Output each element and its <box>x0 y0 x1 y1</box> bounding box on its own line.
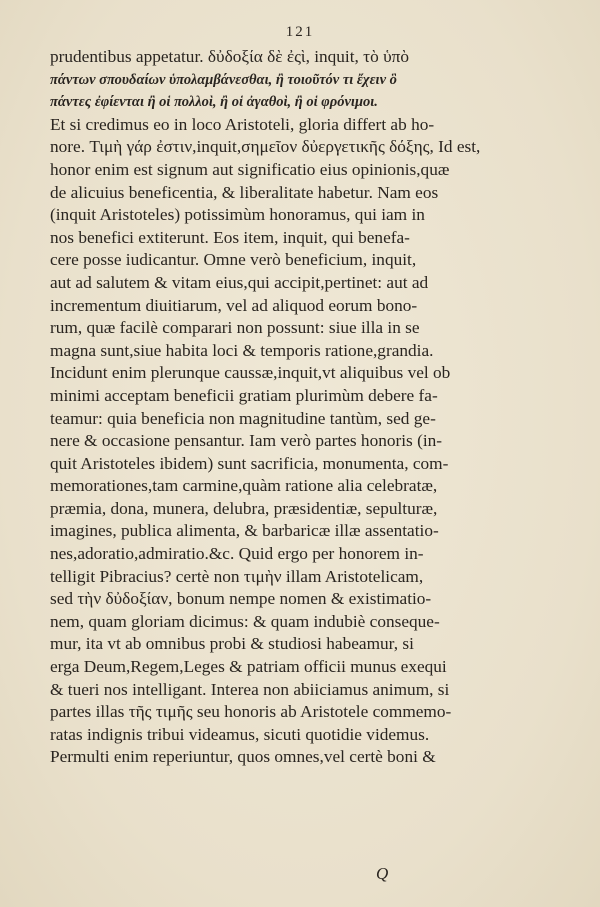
catchword: Q <box>376 864 389 883</box>
text-line: prudentibus appetatur. δὐδοξία δὲ ἐςὶ, inquit, τὸ ὑπὸ <box>50 47 410 66</box>
text-line: Permulti enim reperiuntur, quos omnes,vel certè boni & <box>50 747 436 767</box>
text-line: incrementum diuitiarum, vel ad aliquod eorum bono- <box>50 295 418 315</box>
text-line: Et si credimus eo in loco Aristoteli, gloria differt ab ho- <box>50 114 435 134</box>
text-line: nore. Τιμὴ γάρ ἐστιν,inquit,σημεῖον δὐεργετικῆς δόξης, Id est, <box>50 137 481 157</box>
text-line: nos benefici extiterunt. Eos item, inquit, qui benefa- <box>50 227 410 247</box>
text-line: rum, quæ facilè comparari non possunt: siue illa in se <box>50 318 420 338</box>
text-line: minimi acceptam beneficii gratiam plurimùm debere fa- <box>50 385 438 405</box>
text-line: telligit Pibracius? certè non τιμὴν illam Aristotelicam, <box>50 566 424 586</box>
text-line: (inquit Aristoteles) potissimùm honoramus, qui iam in <box>50 205 425 225</box>
text-line: partes illas τῆς τιμῆς seu honoris ab Aristotele commemo- <box>50 702 452 722</box>
text-line: de alicuius beneficentia, & liberalitate habetur. Nam eos <box>50 182 439 202</box>
text-line: præmia, dona, munera, delubra, præsidentiæ, sepulturæ, <box>50 498 438 518</box>
text-line: cere posse iudicantur. Omne verò beneficium, inquit, <box>50 250 417 270</box>
body-text <box>50 46 518 769</box>
text-line: erga Deum,Regem,Leges & patriam officii munus exequi <box>50 657 447 677</box>
text-line: magna sunt,siue habita loci & temporis ratione,grandia. <box>50 340 434 360</box>
text-line: teamur: quia beneficia non magnitudine tantùm, sed ge- <box>50 408 436 428</box>
text-line: aut ad salutem & vitam eius,qui accipit,pertinet: aut ad <box>50 272 429 292</box>
text-line: nes,adoratio,admiratio.&c. Quid ergo per honorem in- <box>50 544 424 564</box>
text-line: nere & occasione pensantur. Iam verò partes honoris (in- <box>50 431 443 451</box>
text-line: ratas indignis tribui videamus, sicuti quotidie videmus. <box>50 724 430 744</box>
text-line: quit Aristoteles ibidem) sunt sacrificia, monumenta, com- <box>50 453 449 473</box>
text-line: mur, ita vt ab omnibus probi & studiosi habeamur, si <box>50 634 414 654</box>
text-line: Incidunt enim plerunque caussæ,inquit,vt aliquibus vel ob <box>50 363 451 383</box>
text-line-greek: πάντες ἐφίενται ἢ οἱ πολλοὶ, ἢ οἱ ἀγαθοὶ, ἢ οἱ φρόνιμοι. <box>50 94 378 111</box>
text-line: nem, quam gloriam dicimus: & quam indubiè conseque- <box>50 611 440 631</box>
text-line: imagines, publica alimenta, & barbaricæ illæ assentatio- <box>50 521 439 541</box>
text-line: & tueri nos intelligant. Interea non abiiciamus animum, si <box>50 679 450 699</box>
text-line-greek: πάντων σπουδαίων ὑπολαμβάνεσθαι, ἢ τοιοῦτόν τι ἔχειν ὃ <box>50 71 397 88</box>
text-line: memorationes,tam carmine,quàm ratione alia celebratæ, <box>50 476 438 496</box>
page-number: 121 <box>285 24 315 40</box>
text-line: honor enim est signum aut significatio eius opinionis,quæ <box>50 159 450 179</box>
text-line: sed τὴν δὐδοξίαν, bonum nempe nomen & existimatio- <box>50 589 432 609</box>
